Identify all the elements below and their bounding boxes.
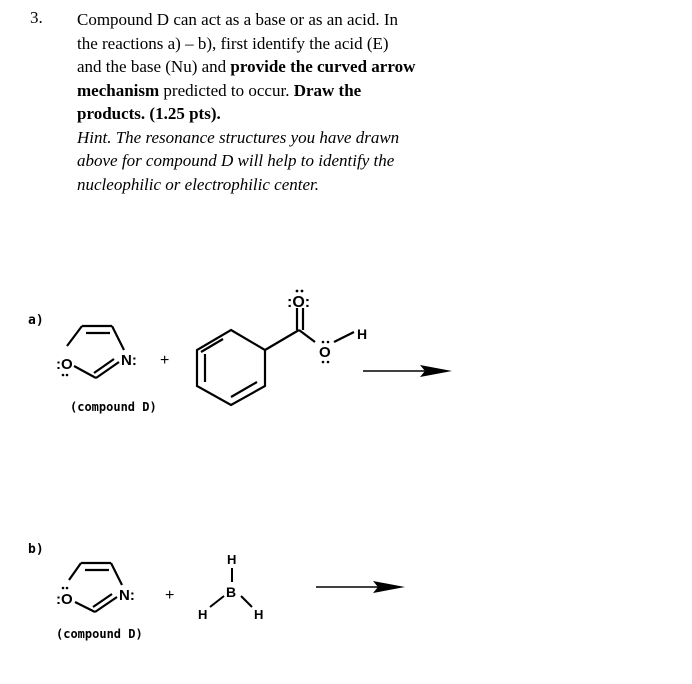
question-text-segment: above for compound D will help to identify the — [77, 151, 395, 170]
reaction-a-caption: (compound D) — [70, 400, 157, 414]
reaction-a-ring-nitrogen: N: — [121, 352, 137, 369]
question-text-segment: Hint. The resonance structures you have drawn — [77, 127, 400, 147]
reaction-a-lone-pair-dot — [62, 374, 65, 377]
reaction-b-compound-d — [69, 563, 122, 612]
question-text-segment: and the base (Nu) and — [77, 57, 231, 76]
reaction-a-compound-d — [67, 326, 124, 378]
question-text-segment: Compound D can act as a base or as an acid. In — [77, 10, 398, 29]
reaction-b-plus: + — [165, 587, 175, 604]
reaction-a-lone-pair-dot — [322, 361, 325, 364]
reaction-a-label: a) — [28, 313, 44, 328]
reaction-b-bond — [241, 596, 252, 607]
reaction-b-caption: (compound D) — [56, 627, 143, 641]
reaction-b-hydrogen-top: H — [227, 552, 237, 567]
question-text-segment: mechanism — [77, 80, 160, 100]
reaction-a-lone-pair-dot — [322, 341, 325, 344]
reaction-a-lone-pair-dot — [327, 361, 330, 364]
reaction-b-arrow — [316, 581, 405, 593]
question-text-segment: the reactions a) – b), first identify the acid (E) — [77, 33, 389, 53]
reaction-a-hydrogen: H — [357, 326, 368, 342]
reaction-a-plus: + — [160, 352, 170, 369]
reaction-b-ring-nitrogen: N: — [119, 587, 135, 604]
question-text-segment: products. (1.25 pts). — [77, 104, 221, 123]
question-text-segment: nucleophilic or electrophilic center. — [77, 174, 320, 194]
reaction-a-ring-oxygen: :O — [56, 356, 73, 373]
reaction-b-bond — [210, 596, 224, 607]
reaction-a-hydroxyl-oxygen: O — [319, 344, 331, 361]
reaction-a-lone-pair-dot — [327, 341, 330, 344]
reaction-a-carbonyl-oxygen: :O: — [287, 294, 311, 311]
reaction-a-lone-pair-dot — [301, 290, 304, 293]
reaction-b-lone-pair-dot — [66, 587, 69, 590]
question-text-segment: Draw the — [293, 80, 362, 100]
reaction-b-boron: B — [226, 584, 237, 600]
reaction-b-label: b) — [28, 542, 44, 557]
reaction-a-lone-pair-dot — [66, 374, 69, 377]
reaction-b-hydrogen-left: H — [198, 607, 208, 622]
question-text-segment: provide the curved arrow — [230, 57, 416, 76]
reaction-b-ring-oxygen: :O — [56, 591, 73, 608]
reaction-a-arrow — [363, 365, 452, 377]
question-number: 3. — [30, 8, 43, 27]
question-text-segment: predicted to occur. — [159, 80, 294, 100]
reaction-b-hydrogen-right: H — [254, 607, 264, 622]
reaction-a-lone-pair-dot — [296, 290, 299, 293]
reaction-b-lone-pair-dot — [62, 587, 65, 590]
